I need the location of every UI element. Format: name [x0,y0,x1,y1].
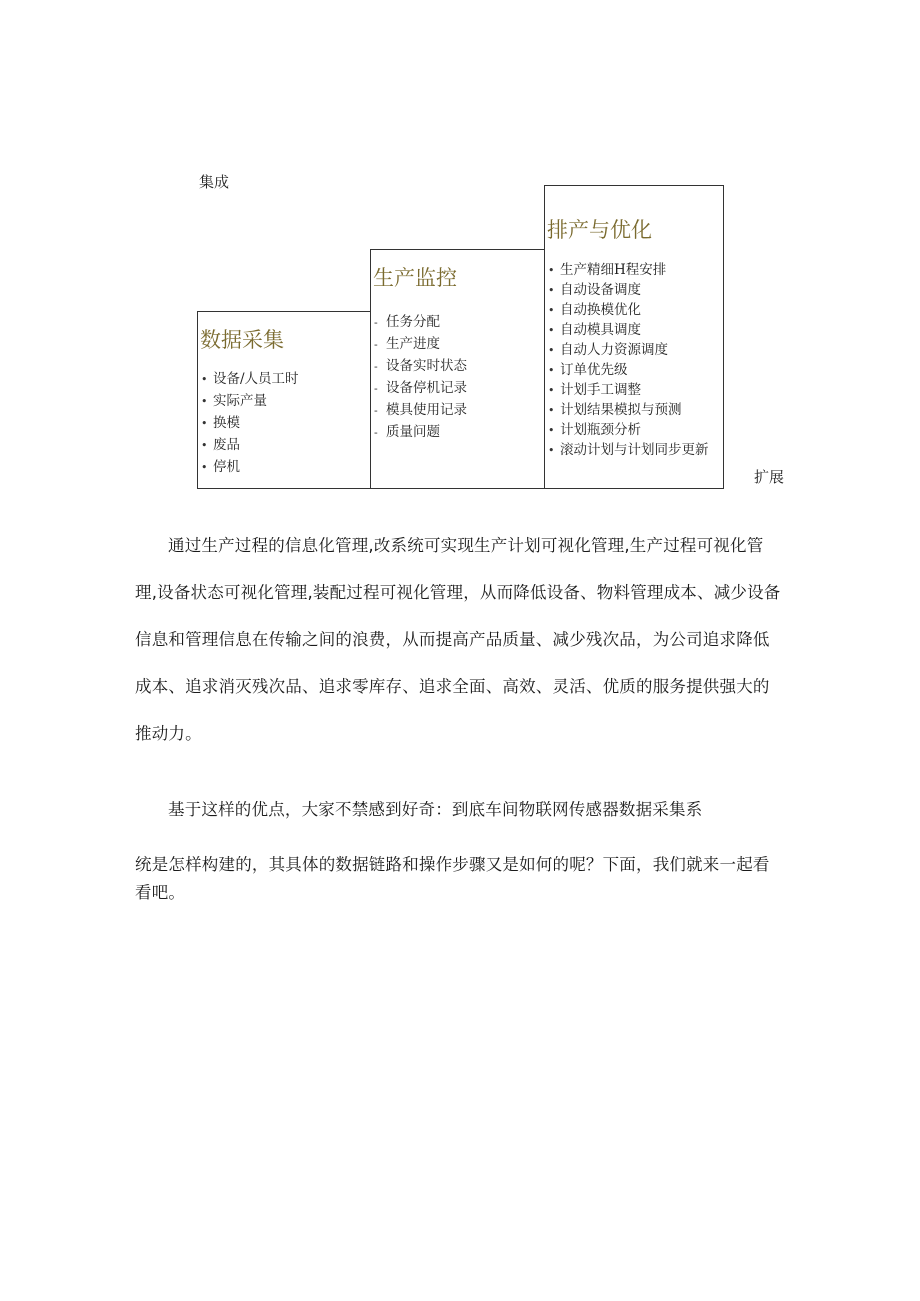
bullet-icon: • [201,373,208,386]
stage-title: 排产与优化 [547,218,652,242]
bullet-icon: • [548,384,555,397]
list-item: • 实际产量 [201,390,299,412]
stage-scheduling-optimization [544,185,724,489]
stage-title: 数据采集 [200,328,284,352]
list-item: • 自动换模优化 [548,300,709,320]
bullet-icon: • [201,395,208,408]
body-paragraph: 通过生产过程的信息化管理,改系统可实现生产计划可视化管理,生产过程可视化管理,设备状态可视化管理,装配过程可视化管理，从而降低设备、物料管理成本、减少设备信息和管理信息在传输之间的浪费，从而提高产品质量、减少残次品，为公司追求降低成本、追求消灭残次品、追求零库存、追求全面、高效、灵活、优质的服务提供强大的推动力。 [135,536,781,743]
dash-icon: - [374,316,378,329]
bullet-icon: • [201,461,208,474]
stage-title: 生产监控 [373,266,457,290]
bullet-icon: • [548,444,555,457]
bullet-icon: • [548,404,555,417]
list-item: - 设备实时状态 [374,355,467,377]
list-item: • 订单优先级 [548,360,709,380]
bullet-icon: • [201,417,208,430]
bullet-icon: • [548,364,555,377]
list-item: • 计划瓶颈分析 [548,420,709,440]
list-item: • 自动人力资源调度 [548,340,709,360]
stage-data-collection [197,311,372,489]
list-item: • 废品 [201,434,299,456]
dash-icon: - [374,426,378,439]
list-item: - 质量问题 [374,421,467,443]
bullet-icon: • [548,284,555,297]
bullet-icon: • [548,304,555,317]
bullet-icon: • [548,264,555,277]
list-item: • 生产精细H程安排 [548,260,709,280]
list-item: • 计划结果模拟与预测 [548,400,709,420]
extension-label: 扩展 [754,468,785,486]
bullet-icon: • [548,424,555,437]
list-item: • 自动设备调度 [548,280,709,300]
stage-production-monitoring [370,249,546,489]
list-item: - 设备停机记录 [374,377,467,399]
list-item: • 自动模具调度 [548,320,709,340]
list-item: • 换模 [201,412,299,434]
list-item: - 任务分配 [374,311,467,333]
list-item: - 模具使用记录 [374,399,467,421]
integration-label: 集成 [199,173,230,191]
list-item: • 计划手工调整 [548,380,709,400]
dash-icon: - [374,382,378,395]
bullet-icon: • [548,324,555,337]
dash-icon: - [374,404,378,417]
list-item: - 生产进度 [374,333,467,355]
list-item: • 停机 [201,456,299,478]
bullet-icon: • [548,344,555,357]
list-item: • 滚动计划与计划同步更新 [548,440,709,460]
list-item: • 设备/人员工时 [201,368,299,390]
dash-icon: - [374,338,378,351]
body-paragraph: 基于这样的优点，大家不禁感到好奇：到底车间物联网传感器数据采集系 [168,800,703,819]
bullet-icon: • [201,439,208,452]
stage-item-list [548,260,709,460]
dash-icon: - [374,360,378,373]
body-paragraph: 统是怎样构建的，其具体的数据链路和操作步骤又是如何的呢？下面，我们就来一起看看吧。 [135,855,770,902]
stage-item-list [374,311,467,443]
stage-item-list [201,368,299,478]
